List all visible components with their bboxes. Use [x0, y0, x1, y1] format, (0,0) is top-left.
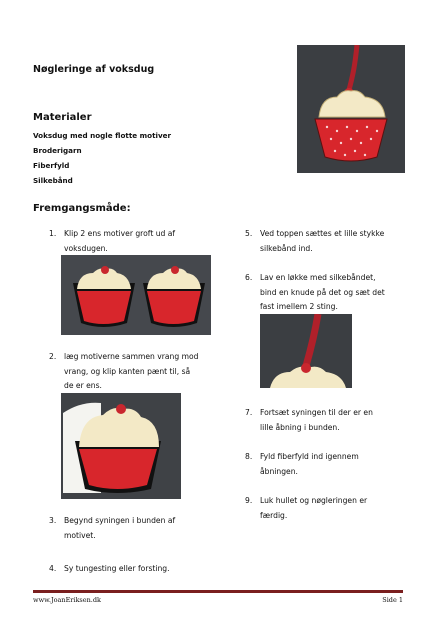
- photo-two-cut-motifs: [61, 255, 211, 335]
- step-text: færdig.: [260, 510, 288, 520]
- photo-ribbon-loop: [260, 314, 352, 388]
- step-number: 7.: [245, 408, 253, 417]
- step-number: 5.: [245, 229, 253, 238]
- step-text: vrang, og klip kanten pænt til, så: [64, 366, 191, 376]
- material-item: Silkebånd: [33, 176, 73, 185]
- step-number: 8.: [245, 452, 253, 461]
- method-heading: Fremgangsmåde:: [33, 203, 131, 214]
- step-text: åbningen.: [260, 466, 298, 476]
- step-text: fast imellem 2 sting.: [260, 302, 338, 311]
- step-text: de er ens.: [64, 381, 102, 390]
- step-text: lille åbning i bunden.: [260, 422, 340, 432]
- step-number: 4.: [49, 564, 57, 573]
- footer-rule: [33, 590, 403, 593]
- step-text: motivet.: [64, 530, 96, 540]
- step-text: Ved toppen sættes et lille stykke: [260, 229, 385, 238]
- step-text: bind en knude på det og sæt det: [260, 287, 385, 297]
- step-text: læg motiverne sammen vrang mod: [64, 352, 199, 361]
- step-number: 9.: [245, 496, 253, 505]
- step-text: Klip 2 ens motiver groft ud af: [64, 229, 176, 238]
- step-text: Fyld fiberfyld ind igennem: [260, 452, 359, 461]
- footer-website: www.JoanEriksen.dk: [33, 596, 101, 604]
- footer-page-number: Side 1: [382, 596, 403, 604]
- step-text: Begynd syningen i bunden af: [64, 516, 176, 525]
- materials-list: [33, 128, 171, 188]
- step-text: Fortsæt syningen til der er en: [260, 408, 373, 417]
- step-text: Sy tungesting eller forsting.: [64, 564, 170, 573]
- materials-heading: Materialer: [33, 112, 92, 123]
- photo-finished-keyring: [297, 45, 405, 173]
- material-item: Broderigarn: [33, 146, 82, 155]
- step-number: 3.: [49, 516, 57, 525]
- step-text: voksdugen.: [64, 243, 108, 253]
- step-text: Lav en løkke med silkebåndet,: [260, 273, 376, 282]
- step-text: Luk hullet og nøgleringen er: [260, 496, 368, 505]
- photo-motifs-together: [61, 393, 181, 499]
- page-title: Nøgleringe af voksdug: [33, 64, 155, 75]
- material-item: Fiberfyld: [33, 161, 70, 170]
- step-number: 6.: [245, 273, 253, 282]
- step-number: 1.: [49, 229, 57, 238]
- step-number: 2.: [49, 352, 57, 361]
- material-item: Voksdug med nogle flotte motiver: [33, 131, 172, 140]
- step-text: silkebånd ind.: [260, 243, 313, 253]
